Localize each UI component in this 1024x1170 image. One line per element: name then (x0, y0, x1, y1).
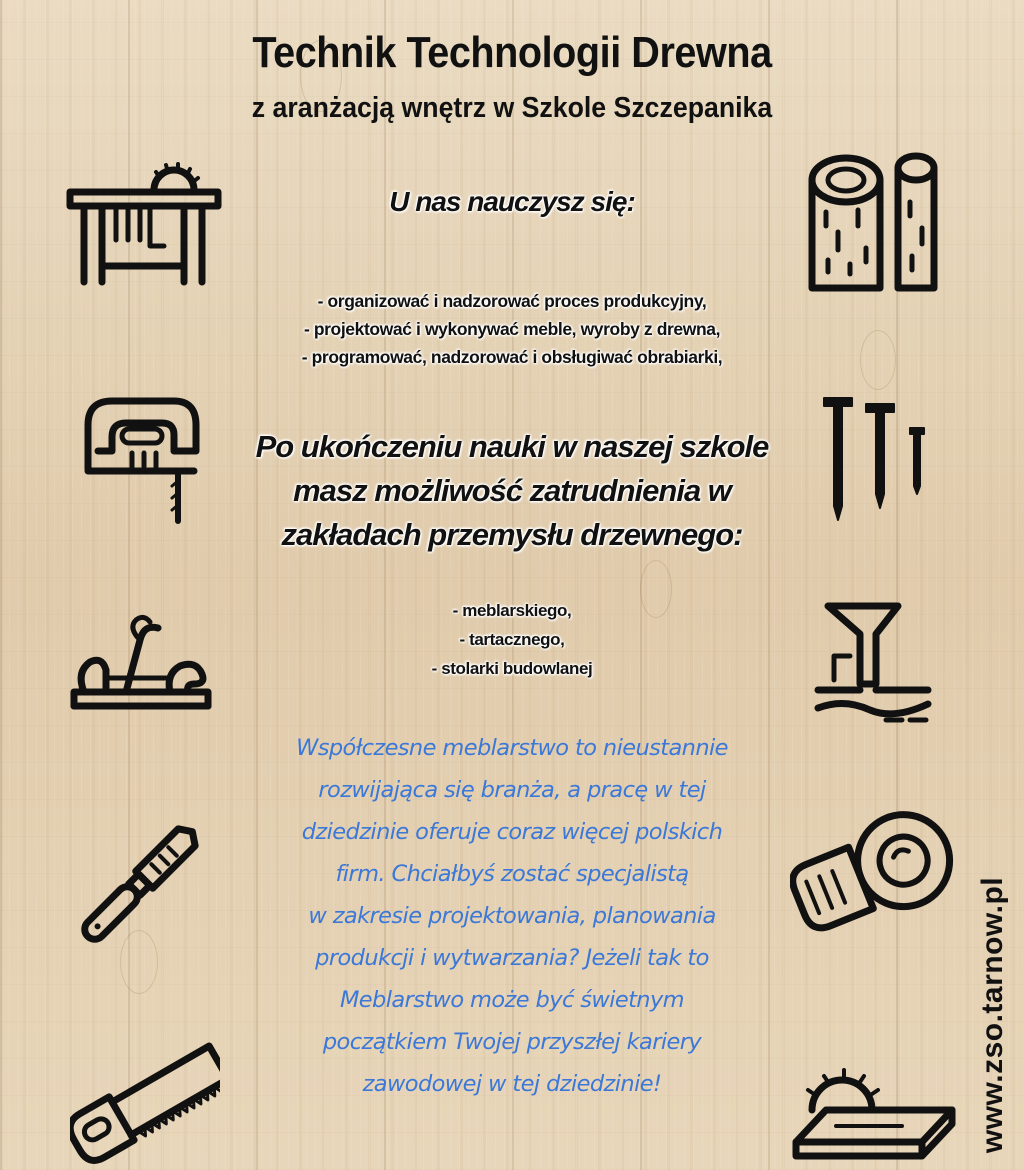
graduation-line: masz możliwość zatrudnienia w (293, 473, 731, 508)
table-saw-icon (66, 162, 222, 288)
clamp-icon (814, 600, 932, 726)
industry-item: - tartacznego, (459, 630, 565, 649)
description-line: produkcji i wytwarzania? Jeżeli tak to (315, 945, 709, 971)
jigsaw-icon (82, 395, 202, 525)
skill-item: - organizować i nadzorować proces produkcyjny, (317, 291, 707, 311)
hand-plane-icon (70, 612, 212, 716)
nails-icon (820, 394, 930, 524)
description-line: początkiem Twojej przyszłej kariery (322, 1029, 702, 1055)
description-line: firm. Chciałbyś zostać specjalistą (335, 861, 689, 887)
website-url-text: www.zso.tarnow.pl (976, 876, 1010, 1154)
description-text (210, 727, 814, 1105)
hand-saw-icon (70, 1040, 220, 1170)
industry-item: - stolarki budowlanej (431, 659, 593, 678)
description-line: rozwijająca się branża, a pracę w tej (318, 777, 706, 803)
skill-item: - programować, nadzorować i obsługiwać obrabiarki, (301, 347, 723, 367)
description-line: Meblarstwo może być świetnym (339, 987, 685, 1013)
graduation-line: Po ukończeniu nauki w naszej szkole (255, 429, 769, 464)
saw-blade-board-icon (792, 1064, 958, 1162)
graduation-line: zakładach przemysłu drzewnego: (281, 517, 743, 552)
skills-list (0, 287, 1024, 371)
chisel-icon (70, 814, 210, 954)
website-url[interactable] (968, 876, 1018, 1154)
circular-saw-icon (790, 810, 956, 936)
description-line: Współczesne meblarstwo to nieustannie (296, 735, 728, 761)
description-line: w zakresie projektowania, planowania (308, 903, 716, 929)
description-line: dziedzinie oferuje coraz więcej polskich (301, 819, 723, 845)
industry-item: - meblarskiego, (452, 601, 572, 620)
learn-heading: U nas nauczysz się: (389, 186, 635, 217)
description-line: zawodowej w tej dziedzinie! (362, 1071, 662, 1097)
page-title: Technik Technologii Drewna (252, 28, 772, 77)
page-subtitle: z aranżacją wnętrz w Szkole Szczepanika (251, 92, 773, 124)
logs-icon (806, 152, 940, 294)
skill-item: - projektować i wykonywać meble, wyroby z drewna, (303, 319, 721, 339)
